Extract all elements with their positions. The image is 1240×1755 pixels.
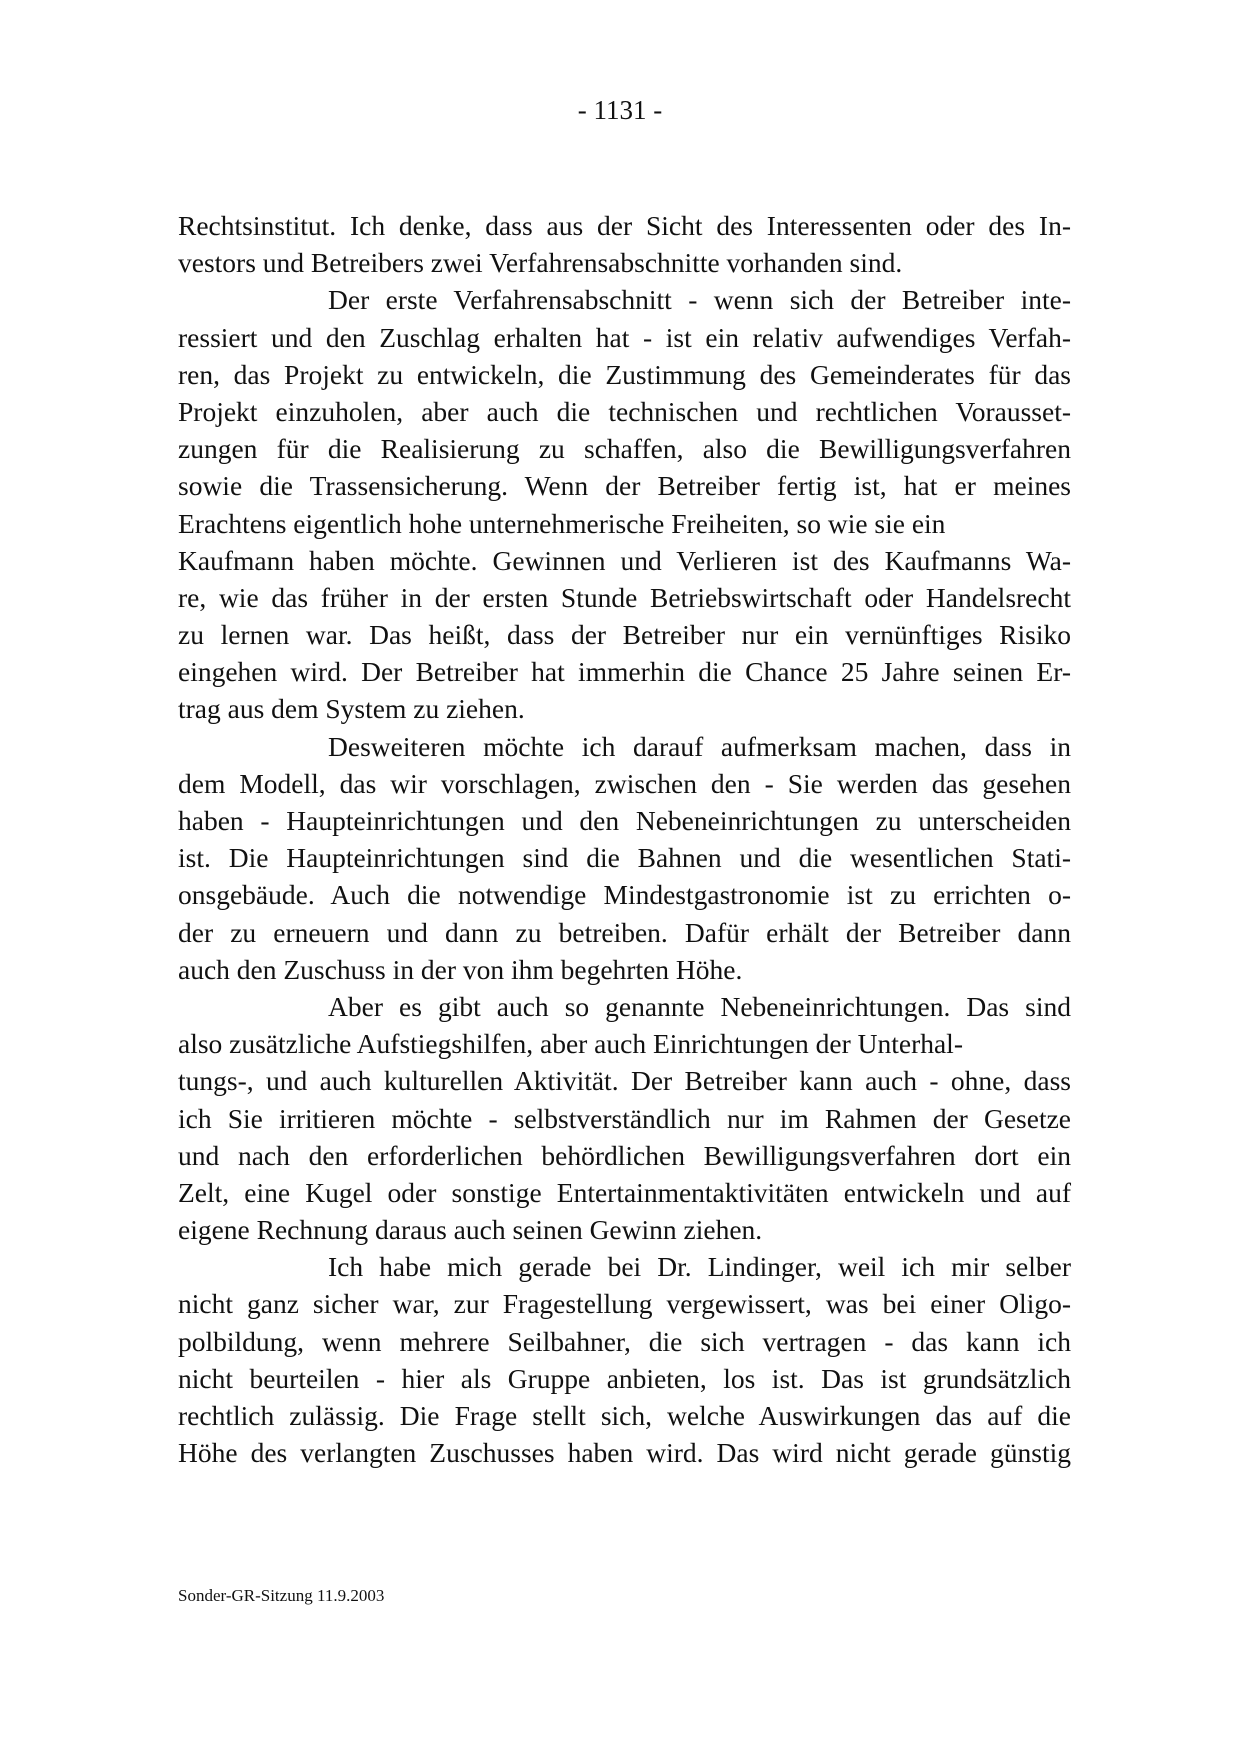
text-line: Rechtsinstitut. Ich denke, dass aus der Sicht des Interessenten oder des In- bbox=[178, 210, 1071, 241]
paragraph bbox=[178, 207, 1071, 281]
text-line: und nach den erforderlichen behördlichen Bewilligungsverfahren dort ein bbox=[178, 1139, 1071, 1171]
text-line: Ich habe mich gerade bei Dr. Lindinger, weil ich mir selber bbox=[328, 1251, 1071, 1283]
text-line: onsgebäude. Auch die notwendige Mindestgastronomie ist zu errichten o- bbox=[178, 879, 1071, 911]
text-line: ren, das Projekt zu entwickeln, die Zustimmung des Gemeinderates für das bbox=[178, 358, 1071, 390]
text-line: haben - Haupteinrichtungen und den Nebeneinrichtungen zu unterscheiden bbox=[178, 805, 1071, 836]
page-footer: Sonder-GR-Sitzung 11.9.2003 bbox=[178, 1586, 385, 1605]
text-line: ist. Die Haupteinrichtungen sind die Bahnen und die wesentlichen Stati- bbox=[178, 842, 1071, 874]
text-line: eigene Rechnung daraus auch seinen Gewinn ziehen. bbox=[178, 1214, 763, 1246]
paragraph bbox=[178, 281, 1071, 727]
text-line: also zusätzliche Aufstiegshilfen, aber auch Einrichtungen der Unterhal- bbox=[178, 1028, 963, 1060]
text-line: zu lernen war. Das heißt, dass der Betreiber nur ein vernünftiges Risiko bbox=[178, 619, 1071, 651]
text-line: eingehen wird. Der Betreiber hat immerhin die Chance 25 Jahre seinen Er- bbox=[178, 656, 1071, 688]
text-line: der zu erneuern und dann zu betreiben. Dafür erhält der Betreiber dann bbox=[178, 916, 1071, 948]
paragraph bbox=[178, 728, 1071, 988]
text-line: Der erste Verfahrensabschnitt - wenn sich der Betreiber inte- bbox=[328, 284, 1071, 316]
paragraph bbox=[178, 1248, 1071, 1471]
text-line: vestors und Betreibers zwei Verfahrensabschnitte vorhanden sind. bbox=[178, 247, 903, 279]
text-line: auch den Zuschuss in der von ihm begehrten Höhe. bbox=[178, 953, 743, 985]
body-text bbox=[178, 207, 1071, 1471]
text-line: tungs-, und auch kulturellen Aktivität. Der Betreiber kann auch - ohne, dass bbox=[178, 1065, 1071, 1097]
text-line: dem Modell, das wir vorschlagen, zwischen den - Sie werden das gesehen bbox=[178, 767, 1071, 799]
text-line: sowie die Trassensicherung. Wenn der Betreiber fertig ist, hat er meines bbox=[178, 470, 1071, 502]
text-line: Aber es gibt auch so genannte Nebeneinrichtungen. Das sind bbox=[328, 990, 1071, 1022]
text-line: zungen für die Realisierung zu schaffen, also die Bewilligungsverfahren bbox=[178, 433, 1071, 465]
text-line: rechtlich zulässig. Die Frage stellt sich, welche Auswirkungen das auf die bbox=[178, 1400, 1071, 1431]
text-line: Desweiteren möchte ich darauf aufmerksam machen, dass in bbox=[328, 730, 1071, 762]
text-line: Höhe des verlangten Zuschusses haben wird. Das wird nicht gerade günstig bbox=[178, 1437, 1071, 1469]
text-line: trag aus dem System zu ziehen. bbox=[178, 693, 525, 725]
text-line: Erachtens eigentlich hohe unternehmerische Freiheiten, so wie sie ein bbox=[178, 507, 946, 539]
text-line: polbildung, wenn mehrere Seilbahner, die sich vertragen - das kann ich bbox=[178, 1325, 1071, 1357]
text-line: re, wie das früher in der ersten Stunde Betriebswirtschaft oder Handelsrecht bbox=[178, 581, 1071, 613]
text-line: nicht beurteilen - hier als Gruppe anbieten, los ist. Das ist grundsätzlich bbox=[178, 1362, 1071, 1394]
text-line: nicht ganz sicher war, zur Fragestellung vergewissert, was bei einer Oligo- bbox=[178, 1288, 1071, 1320]
text-line: ressiert und den Zuschlag erhalten hat - ist ein relativ aufwendiges Verfah- bbox=[178, 321, 1071, 353]
text-line: Kaufmann haben möchte. Gewinnen und Verlieren ist des Kaufmanns Wa- bbox=[178, 544, 1071, 576]
text-line: ich Sie irritieren möchte - selbstverständlich nur im Rahmen der Gesetze bbox=[178, 1102, 1071, 1134]
paragraph bbox=[178, 988, 1071, 1248]
text-line: Projekt einzuholen, aber auch die technischen und rechtlichen Vorausset- bbox=[178, 395, 1071, 427]
text-line: Zelt, eine Kugel oder sonstige Entertainmentaktivitäten entwickeln und auf bbox=[178, 1176, 1071, 1208]
page-number: - 1131 - bbox=[577, 95, 663, 125]
